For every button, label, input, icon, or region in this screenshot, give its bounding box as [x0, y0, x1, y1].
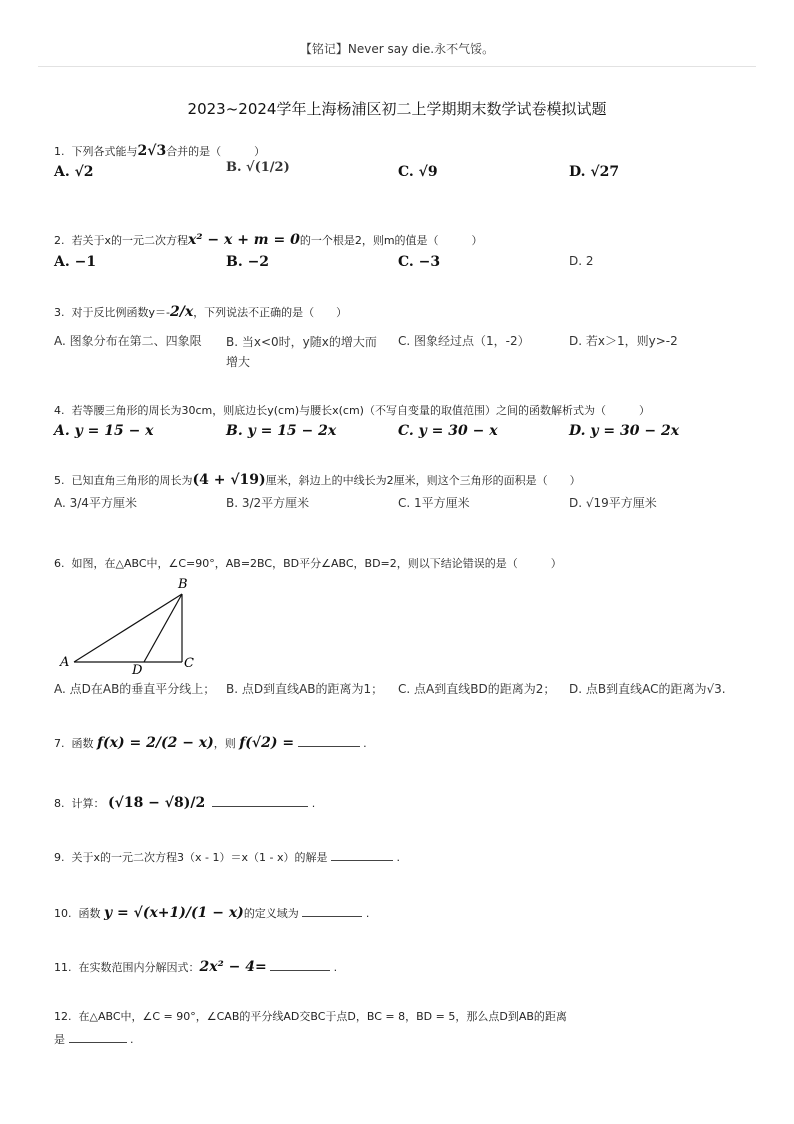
question-2-option-d[interactable]: D. 2 — [569, 254, 594, 268]
question-4-option-c[interactable]: C. y = 30 − x — [398, 423, 498, 439]
question-3-option-b[interactable]: B. 当x<0时，y随x的增大而增大 — [226, 335, 377, 369]
question-11-stem: 11. 在实数范围内分解因式：2x² − 4= . — [54, 959, 338, 975]
segment-bd — [144, 594, 182, 662]
question-6-stem: 6. 如图，在△ABC中，∠C=90°，AB=2BC，BD平分∠ABC，BD=2，则以下结论错误的是（ ） — [54, 557, 562, 570]
question-12-stem-line2: 是 . — [54, 1030, 134, 1047]
answer-blank-8[interactable] — [212, 794, 308, 807]
question-2-stem: 2. 若关于x的一元二次方程x² − x + m = 0的一个根是2，则m的值是（ ） — [54, 232, 483, 248]
question-1-option-b[interactable]: B. √(1/2) — [226, 160, 290, 175]
question-6-option-c[interactable]: C. 点A到直线BD的距离为2； — [398, 682, 556, 696]
question-3-stem: 3. 对于反比例函数y＝-2/x，下列说法不正确的是（ ） — [54, 304, 348, 320]
question-5-option-c[interactable]: C. 1平方厘米 — [398, 496, 470, 510]
question-1-stem: 1. 下列各式能与2√3合并的是（ ） — [54, 143, 266, 159]
label-c: C — [184, 656, 194, 671]
answer-blank-9[interactable] — [331, 848, 393, 861]
question-3-option-a[interactable]: A. 图象分布在第二、四象限 — [54, 334, 202, 348]
label-d: D — [132, 663, 143, 678]
question-8-stem: 8. 计算： (√18 − √8)/2 . — [54, 795, 316, 811]
question-10-stem: 10. 函数 y = √(x+1)/(1 − x)的定义域为 . — [54, 905, 370, 921]
question-1-option-d[interactable]: D. √27 — [569, 164, 620, 180]
question-4-option-b[interactable]: B. y = 15 − 2x — [226, 423, 337, 439]
segment-ab — [74, 594, 182, 662]
question-4-stem: 4. 若等腰三角形的周长为30cm，则底边长y(cm)与腰长x(cm)（不写自变量的取值范围）之间的函数解析式为（ ） — [54, 404, 650, 417]
question-3-option-d[interactable]: D. 若x＞1，则y>-2 — [569, 334, 678, 348]
motto-header: 【铭记】Never say die.永不气馁。 — [299, 42, 495, 56]
question-2-option-b[interactable]: B. −2 — [226, 254, 270, 270]
question-12-stem: 12. 在△ABC中，∠C = 90°，∠CAB的平分线AD交BC于点D，BC = 8，BD = 5，那么点D到AB的距离 — [54, 1010, 567, 1023]
question-2-option-c[interactable]: C. −3 — [398, 254, 441, 270]
label-b: B — [178, 577, 188, 592]
question-9-stem: 9. 关于x的一元二次方程3（x - 1）＝x（1 - x）的解是 . — [54, 848, 400, 865]
question-7-stem: 7. 函数 f(x) = 2/(2 − x)，则 f(√2) = . — [54, 735, 367, 751]
answer-blank-12[interactable] — [69, 1030, 127, 1043]
question-3-option-c[interactable]: C. 图象经过点（1，-2） — [398, 334, 530, 348]
question-2-option-a[interactable]: A. −1 — [54, 254, 97, 270]
question-6-option-d[interactable]: D. 点B到直线AC的距离为√3. — [569, 682, 726, 696]
question-4-option-d[interactable]: D. y = 30 − 2x — [569, 423, 680, 439]
question-1-option-c[interactable]: C. √9 — [398, 164, 438, 180]
question-6-option-a[interactable]: A. 点D在AB的垂直平分线上； — [54, 682, 216, 696]
question-5-stem: 5. 已知直角三角形的周长为(4 + √19)厘米，斜边上的中线长为2厘米，则这个三角形的面积是（ ） — [54, 472, 581, 488]
header-divider — [38, 66, 756, 67]
question-5-option-a[interactable]: A. 3/4平方厘米 — [54, 496, 137, 510]
question-6-option-b[interactable]: B. 点D到直线AB的距离为1； — [226, 682, 384, 696]
question-1-option-a[interactable]: A. √2 — [54, 164, 94, 180]
page-title: 2023~2024学年上海杨浦区初二上学期期末数学试卷模拟试题 — [187, 100, 607, 118]
question-5-option-d[interactable]: D. √19平方厘米 — [569, 496, 657, 510]
answer-blank-10[interactable] — [302, 904, 362, 917]
question-5-option-b[interactable]: B. 3/2平方厘米 — [226, 496, 310, 510]
triangle-figure — [56, 574, 206, 678]
answer-blank-11[interactable] — [270, 958, 330, 971]
question-4-option-a[interactable]: A. y = 15 − x — [54, 423, 154, 439]
label-a: A — [60, 655, 70, 670]
answer-blank-7[interactable] — [298, 734, 360, 747]
